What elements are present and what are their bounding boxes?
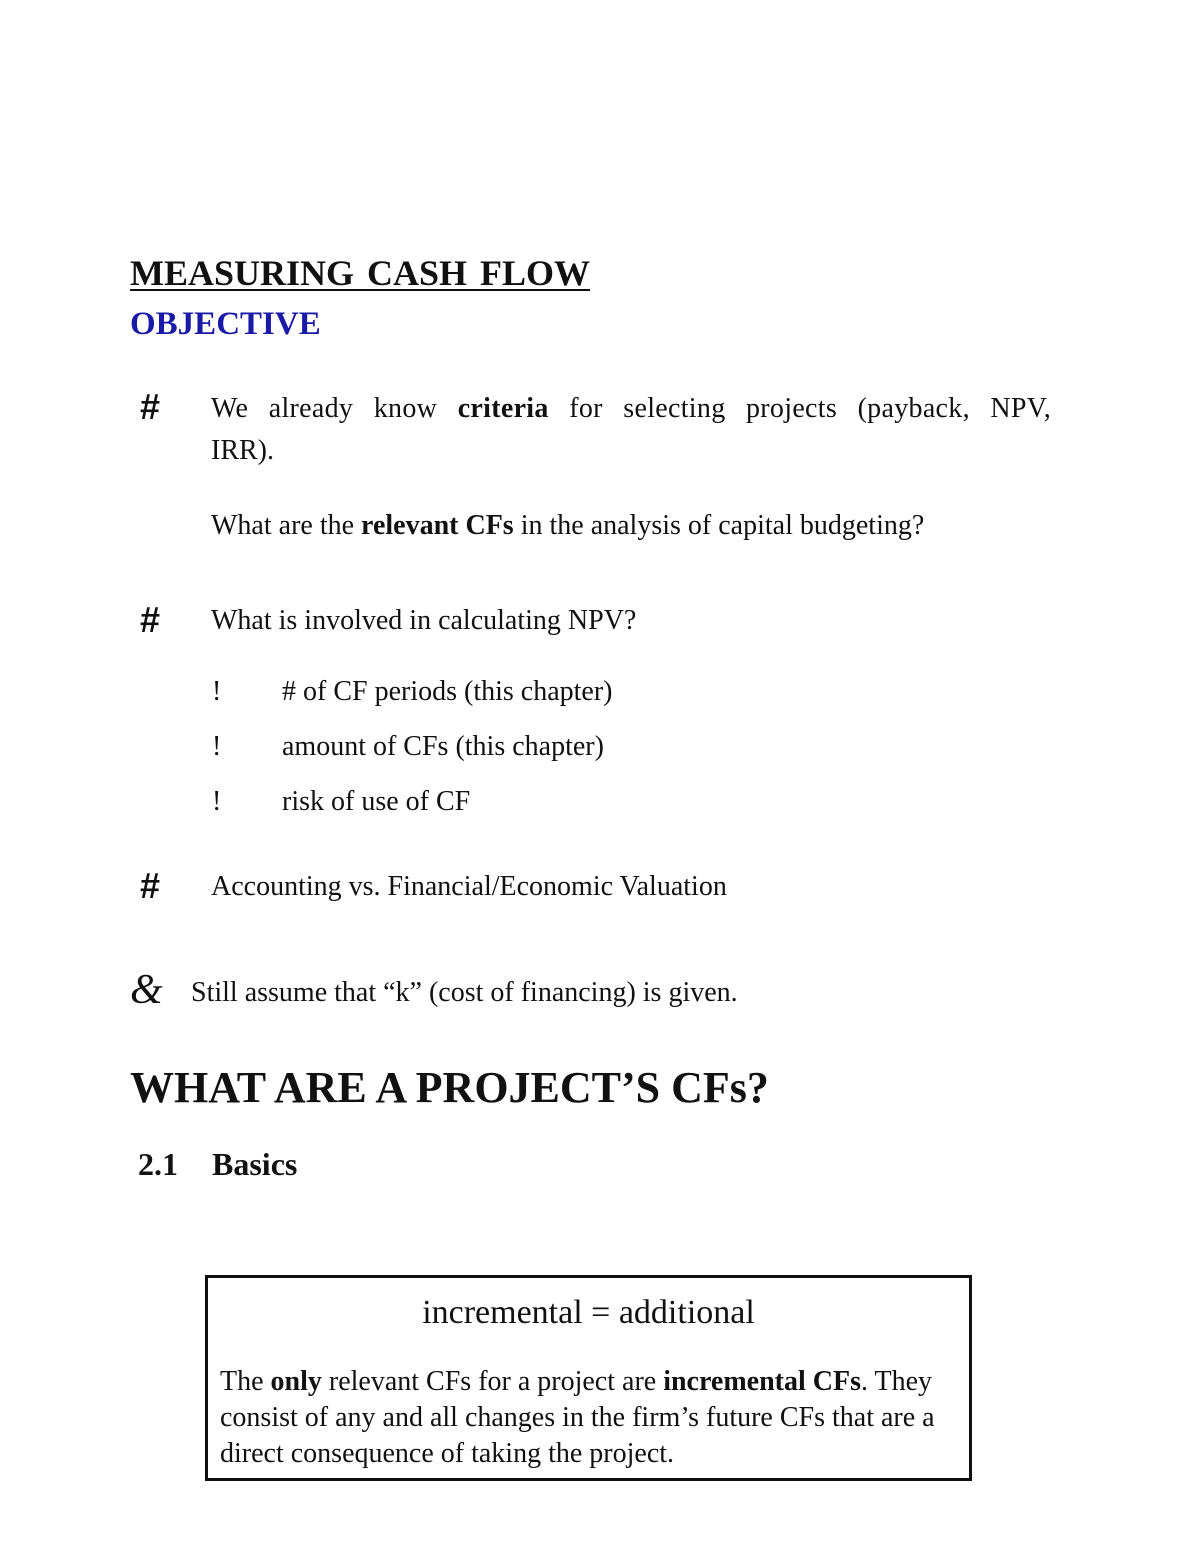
sub-bullet-item: amount of CFs (this chapter) xyxy=(282,731,604,762)
definition-box-body: The only relevant CFs for a project are incremental CFs. They consist of any and all changes in the firm’s future CFs that are a direct consequence of taking the project. xyxy=(220,1366,935,1469)
definition-box xyxy=(205,1275,972,1481)
sub-bullet-marker: ! xyxy=(212,676,222,707)
bullet-2-text: What is involved in calculating NPV? xyxy=(211,605,637,636)
sub-bullet-item: risk of use of CF xyxy=(282,786,471,817)
definition-box-title: incremental = additional xyxy=(422,1294,755,1331)
note-text: Still assume that “k” (cost of financing) is given. xyxy=(191,977,738,1008)
bullet-3-text: Accounting vs. Financial/Economic Valuation xyxy=(211,871,727,902)
bullet-marker: # xyxy=(140,386,161,427)
objective-heading: OBJECTIVE xyxy=(130,306,321,342)
bullet-1-followup: What are the relevant CFs in the analysis of capital budgeting? xyxy=(211,510,925,541)
sub-bullet-marker: ! xyxy=(212,731,222,762)
bullet-1-line-2: IRR). xyxy=(211,435,274,466)
subsection-number: 2.1 xyxy=(138,1146,178,1182)
ampersand-icon: & xyxy=(130,967,163,1013)
subsection-title: Basics xyxy=(212,1146,298,1182)
subsection-heading xyxy=(138,1146,297,1183)
bullet-marker: # xyxy=(140,865,161,906)
sub-bullet-marker: ! xyxy=(212,786,222,817)
sub-bullet-item: # of CF periods (this chapter) xyxy=(282,676,613,707)
section-heading: WHAT ARE A PROJECT’S CFs? xyxy=(130,1063,769,1112)
bullet-marker: # xyxy=(140,599,161,640)
document-title: MEASURING CASH FLOW xyxy=(130,253,591,293)
bullet-1-line-1: We already know criteria for selecting projects (payback, NPV, xyxy=(211,393,1051,424)
